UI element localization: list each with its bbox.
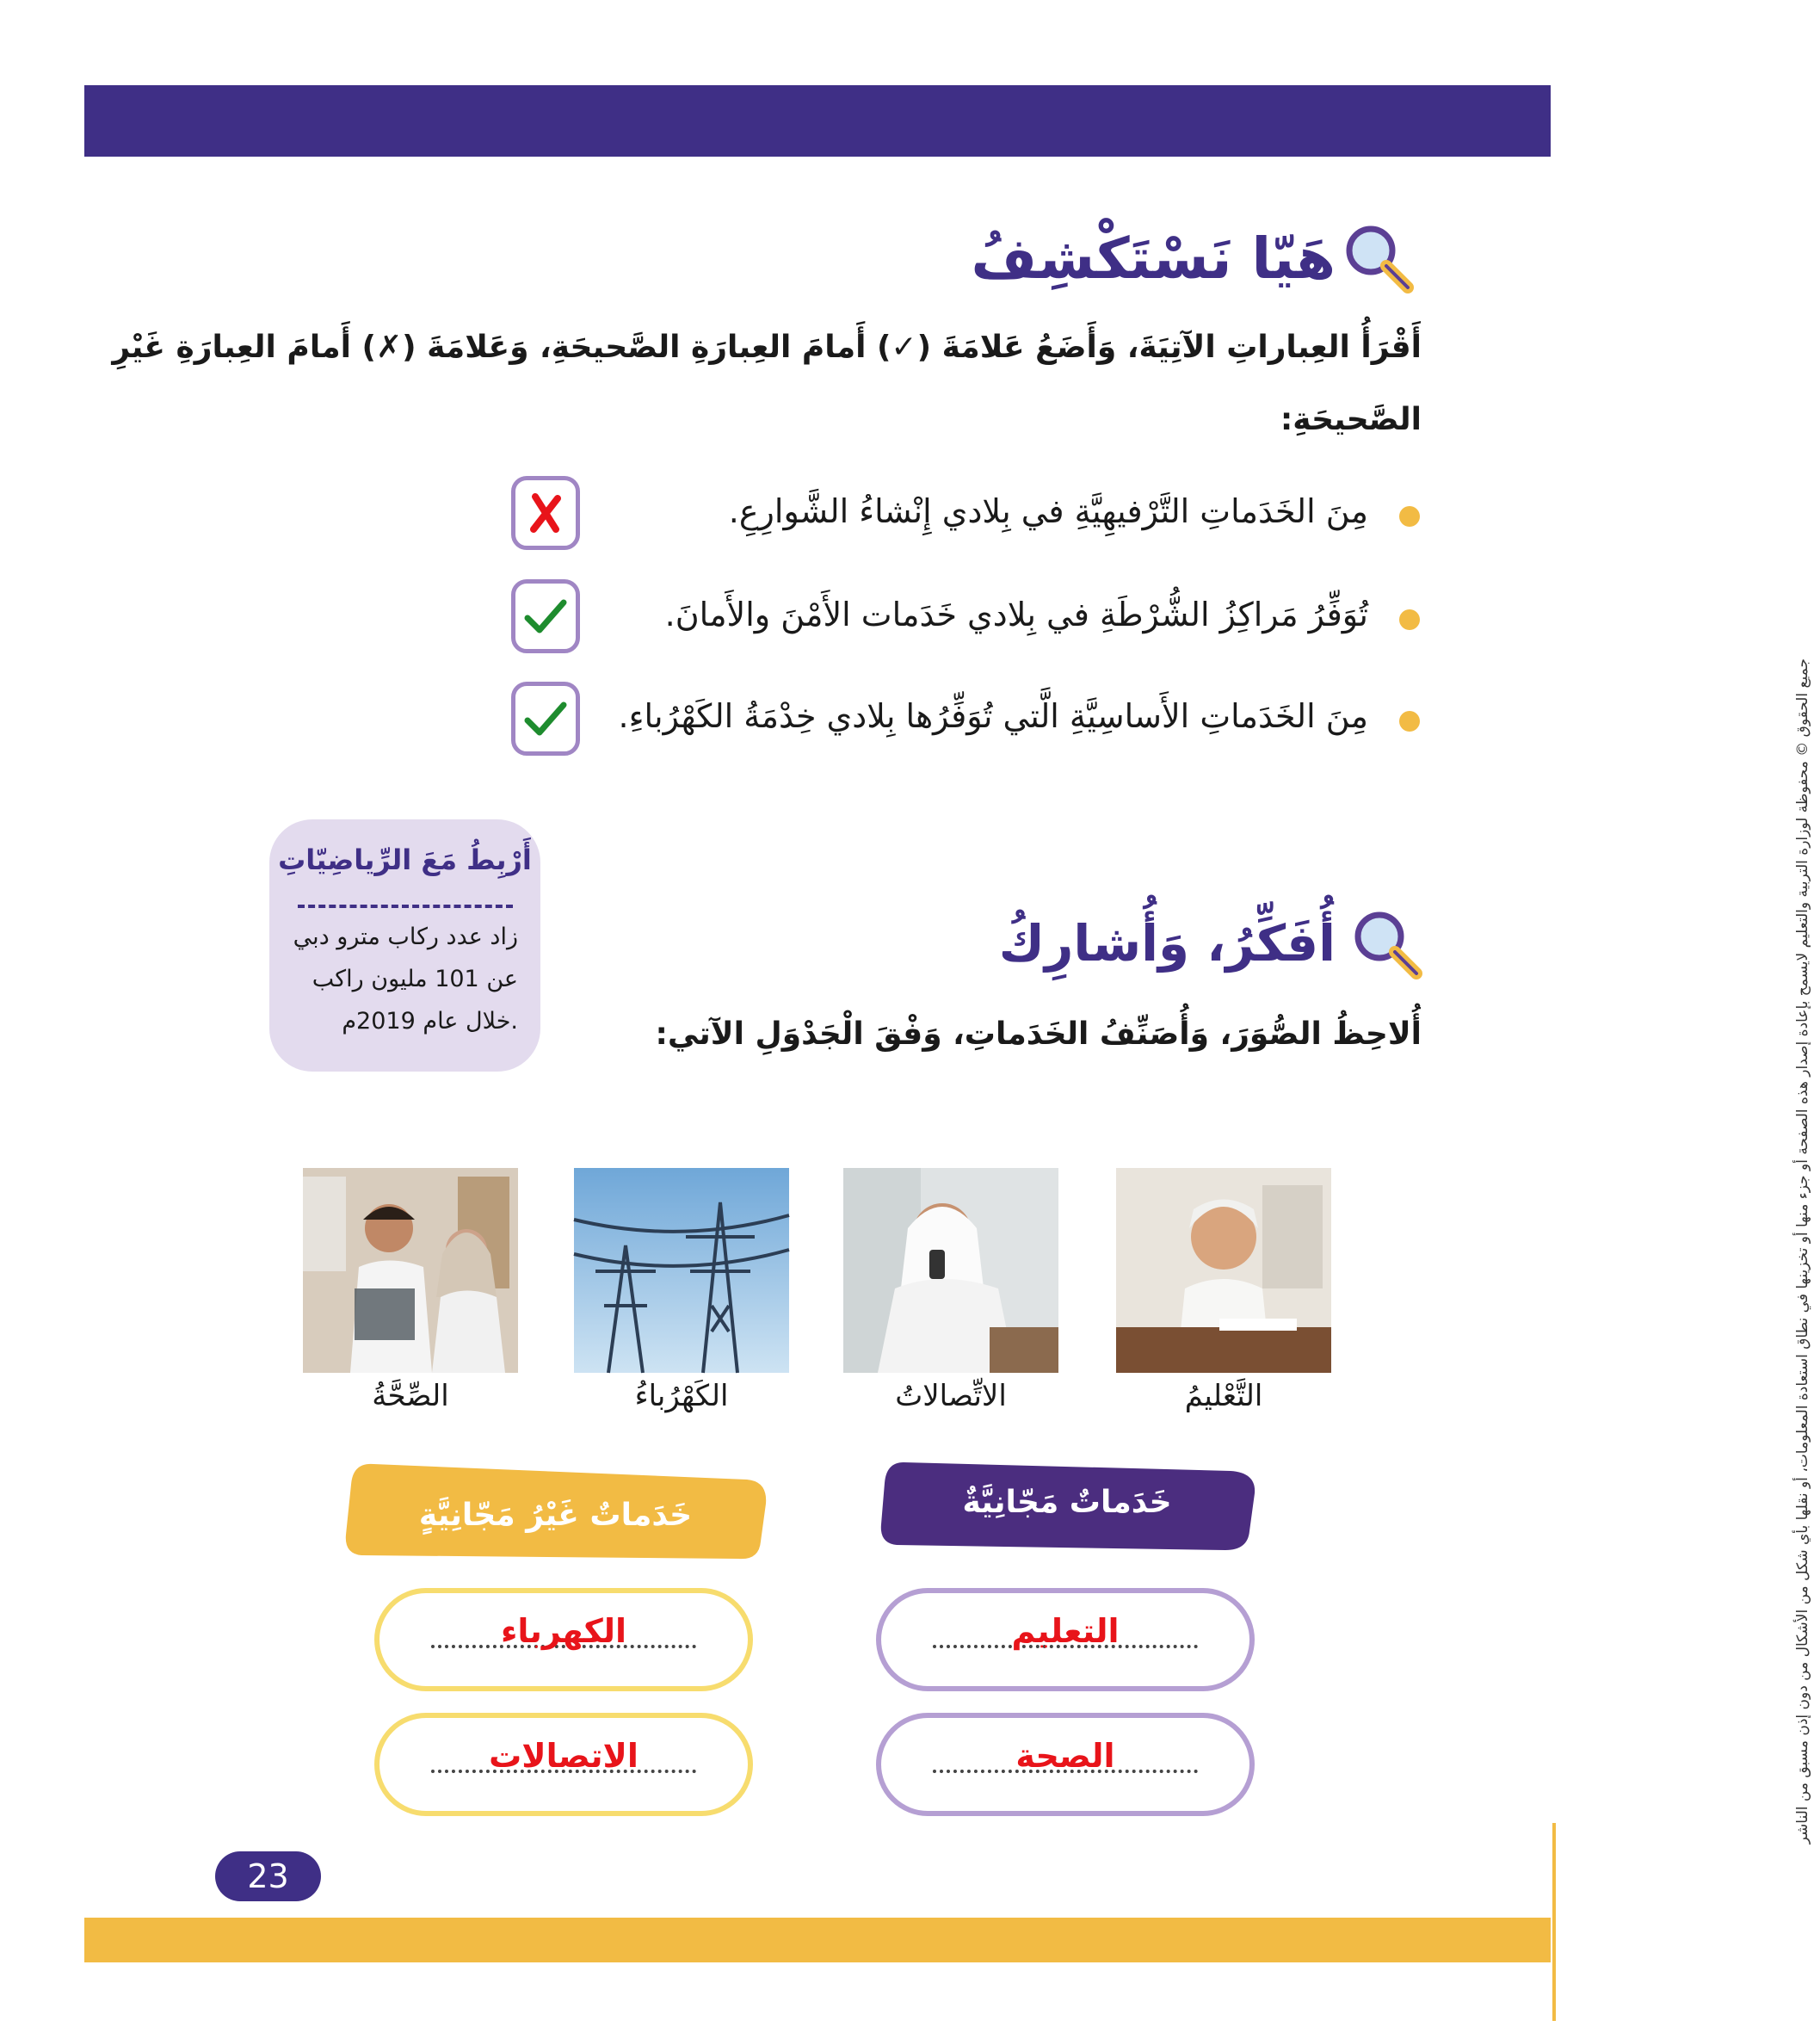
- doctors-photo: [303, 1168, 518, 1373]
- bottom-footer-edge: [1552, 1823, 1556, 2021]
- paid-answer-field[interactable]: [374, 1713, 753, 1816]
- statement-text: تُوَفِّرُ مَراكِزُ الشُّرْطَةِ في بِلادي خَدَمات الأَمْنَ والأَمانَ.: [664, 596, 1368, 633]
- statement-row: [516, 484, 1420, 544]
- photo-caption: الاتِّصالاتُ: [895, 1379, 1007, 1413]
- statement-text: مِنَ الخَدَماتِ التَّرْفيهِيَّةِ في بِلادي إِنْشاءُ الشَّوارِعِ.: [728, 492, 1368, 530]
- copyright-note: جميع الحقوق © محفوظة لوزارة التربية والتعليم لايسمح بإعادة إصدار هذه الصفحة أو جزء منها أو تخزينها في نطاق استعادة المعلومات، أو نقلها بأي شكل من الأشكال من دون إذن مسبق من الناشر: [1794, 658, 1811, 1844]
- power-tower-photo: [574, 1168, 789, 1373]
- explore-title: هَيّا نَسْتَكْشِفُ: [971, 226, 1336, 292]
- math-link-line: زاد عدد ركاب مترو دبي: [293, 924, 518, 950]
- think-instruction: أُلاحِظُ الصُّوَرَ، وَأُصَنِّفُ الخَدَماتِ، وَفْقَ الْجَدْوَلِ الآتي:: [655, 1016, 1422, 1052]
- math-link-line: خلال عام 2019م.: [342, 1008, 518, 1035]
- page-number: 23: [215, 1851, 321, 1901]
- free-answer-field[interactable]: [876, 1713, 1255, 1816]
- bullet-dot: [1399, 506, 1420, 527]
- bullet-dot: [1399, 609, 1420, 630]
- answer-text: الكهرباء: [500, 1612, 627, 1650]
- statement-row: [516, 689, 1420, 749]
- math-link-title: أَرْبِطُ مَعَ الرِّياضِيّاتِ: [278, 843, 532, 876]
- check-mark-icon: [524, 700, 567, 738]
- phone-call-photo: [843, 1168, 1058, 1373]
- paid-services-banner: خَدَماتٌ غَيْرُ مَجّانِيَّةٍ: [418, 1498, 693, 1533]
- bullet-dot: [1399, 711, 1420, 732]
- education-photo: [1116, 1168, 1331, 1373]
- top-header-edge: [1544, 85, 1548, 157]
- answer-checkbox[interactable]: [511, 476, 580, 550]
- check-mark-icon: [524, 597, 567, 635]
- cross-mark-icon: [527, 491, 565, 534]
- answer-text: الصحة: [1015, 1737, 1115, 1775]
- photo-caption: التَّعْليمُ: [1184, 1379, 1263, 1413]
- think-title: أُفَكِّرُ، وَأُشارِكُ: [998, 914, 1336, 973]
- top-header-band: [84, 85, 1551, 157]
- magnifier-icon: [1351, 908, 1423, 980]
- math-link-box: [269, 819, 540, 1072]
- bottom-footer-band: [84, 1918, 1551, 1962]
- photo-caption: الكَهْرُباءُ: [634, 1379, 729, 1413]
- math-link-body: [286, 916, 518, 1042]
- explore-instruction-line-2: الصَّحيحَةِ:: [1280, 402, 1422, 437]
- explore-instruction: [112, 312, 1422, 456]
- explore-instruction-line-1: أَقْرَأُ العِباراتِ الآتِيَةَ، وَأَضَعُ عَلامَةَ (✓) أَمامَ العِبارَةِ الصَّحيحَةِ، وَعَلامَةَ (✗) أَمامَ العِبارَةِ غَيْرِ: [112, 330, 1422, 365]
- dashed-divider: [298, 905, 513, 908]
- photo-caption: الصِّحَّةُ: [372, 1379, 449, 1413]
- free-answer-field[interactable]: [876, 1588, 1255, 1691]
- statement-text: مِنَ الخَدَماتِ الأَساسِيَّةِ الَّتي تُوَفِّرُها بِلادي خِدْمَةُ الكَهْرُباءِ.: [618, 697, 1368, 735]
- answer-text: الاتصالات: [489, 1737, 639, 1775]
- math-link-line: عن 101 مليون راكب: [312, 966, 518, 992]
- answer-checkbox[interactable]: [511, 579, 580, 653]
- paid-answer-field[interactable]: [374, 1588, 753, 1691]
- free-services-banner: خَدَماتٌ مَجّانِيَّةٌ: [962, 1485, 1172, 1520]
- magnifier-icon: [1342, 222, 1415, 294]
- statement-row: [516, 587, 1420, 647]
- answer-checkbox[interactable]: [511, 682, 580, 756]
- answer-text: التعليم: [1011, 1612, 1120, 1650]
